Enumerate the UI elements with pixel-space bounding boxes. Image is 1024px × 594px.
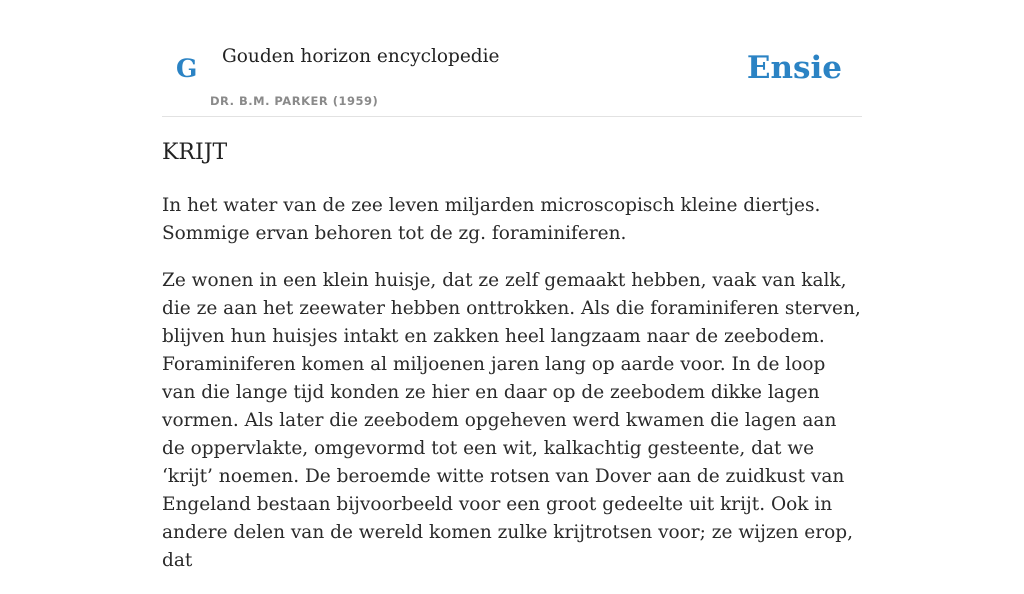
- entry-title: KRIJT: [162, 140, 228, 165]
- entry-body: [162, 192, 864, 594]
- book-title[interactable]: Gouden horizon encyclopedie: [222, 46, 500, 67]
- header: [162, 0, 862, 117]
- author-line: DR. B.M. PARKER (1959): [210, 94, 379, 108]
- paragraph: In het water van de zee leven miljarden microscopisch kleine diertjes. Sommige ervan behoren tot de zg. foraminiferen.: [162, 195, 821, 244]
- publisher-logo[interactable]: G: [176, 54, 198, 83]
- paragraph: Ze wonen in een klein huisje, dat ze zelf gemaakt hebben, vaak van kalk, die ze aan het zeewater hebben onttrokken. Als die foraminiferen sterven, blijven hun huisjes intakt en zakken heel langzaam naar de zeebodem. Foraminiferen komen al miljoenen jaren lang op aarde voor. In de loop van die lange tijd konden ze hier en daar op de zeebodem dikke lagen vormen. Als later die zeebodem opgeheven werd kwamen die lagen aan de oppervlakte, omgevormd tot een wit, kalkachtig gesteente, dat we ‘krijt’ noemen. De beroemde witte rotsen van Dover aan de zuidkust van Engeland bestaan bijvoorbeeld voor een groot gedeelte uit krijt. Ook in andere delen van de wereld komen zulke krijtrotsen voor; ze wijzen erop, dat: [162, 270, 861, 571]
- ensie-logo[interactable]: Ensie: [746, 50, 842, 86]
